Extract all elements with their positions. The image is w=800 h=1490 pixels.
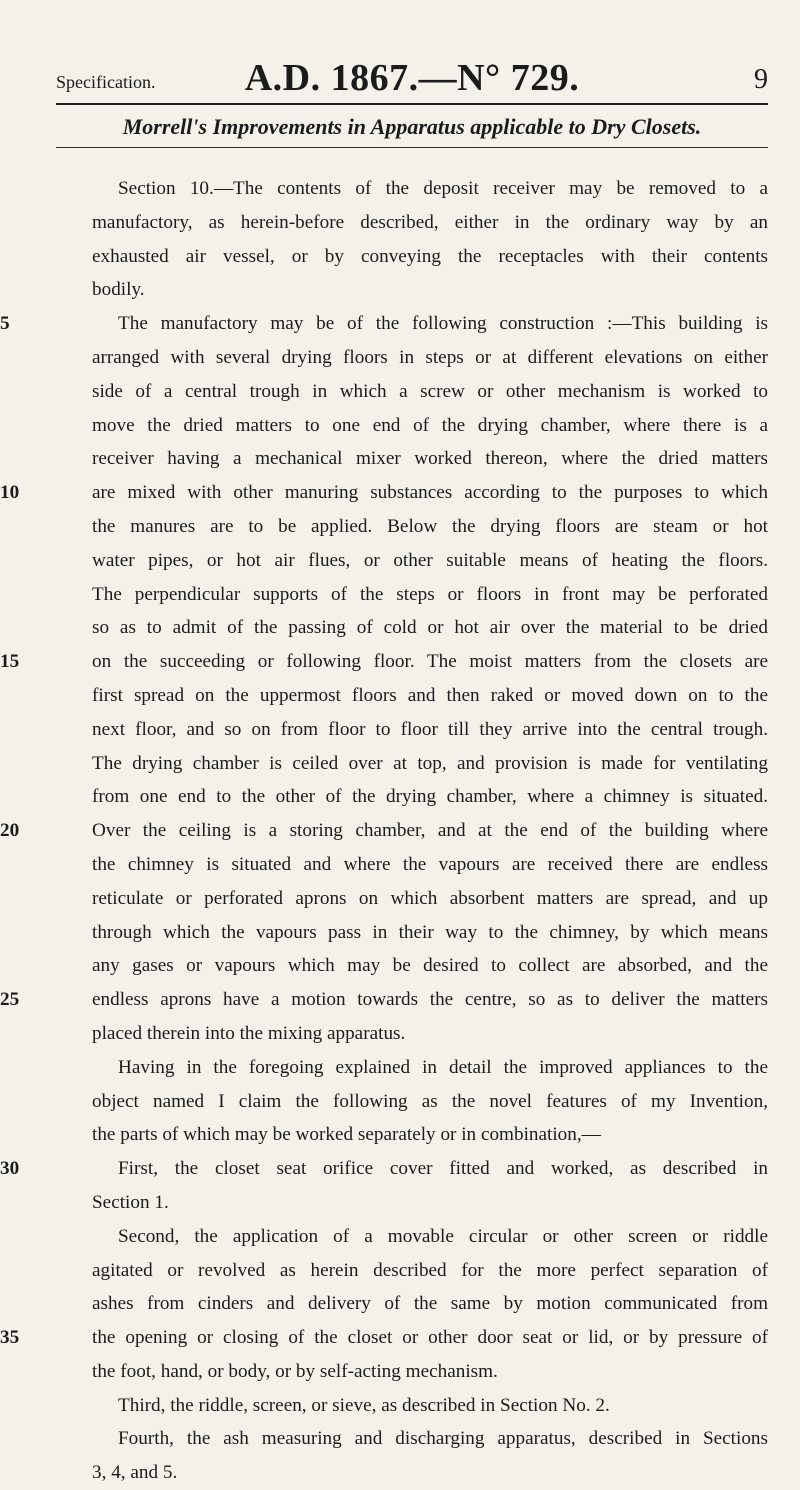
text-line xyxy=(92,409,768,443)
line-text: the manures are to be applied. Below the drying floors are steam or hot xyxy=(92,515,768,537)
document-subtitle: Morrell's Improvements in Apparatus applicable to Dry Closets. xyxy=(122,114,702,139)
text-line xyxy=(92,1389,768,1423)
text-line xyxy=(92,375,768,409)
text-line xyxy=(92,1220,768,1254)
subtitle-rule xyxy=(56,147,768,148)
line-text: through which the vapours pass in their way to the chimney, by which means xyxy=(92,921,768,943)
body-text xyxy=(0,172,768,1490)
line-text: move the dried matters to one end of the drying chamber, where there is a xyxy=(92,414,768,436)
text-line xyxy=(92,1017,768,1051)
line-number: 5 xyxy=(0,313,10,335)
line-text: First, the closet seat orifice cover fitted and worked, as described in xyxy=(118,1158,768,1180)
line-text: water pipes, or hot air flues, or other suitable means of heating the floors. xyxy=(92,549,768,571)
text-line xyxy=(92,578,768,612)
text-line xyxy=(92,1254,768,1288)
header-title: A.D. 1867.—N° 729. xyxy=(244,57,580,99)
line-number: 10 xyxy=(0,482,20,504)
line-text: next floor, and so on from floor to floor till they arrive into the central trough. xyxy=(92,718,768,740)
line-text: Third, the riddle, screen, or sieve, as described in Section No. 2. xyxy=(118,1394,610,1416)
line-text: Having in the foregoing explained in detail the improved appliances to the xyxy=(118,1056,768,1078)
line-text: side of a central trough in which a screw or other mechanism is worked to xyxy=(92,380,768,402)
text-line xyxy=(92,1051,768,1085)
text-line xyxy=(92,1085,768,1119)
line-text: arranged with several drying floors in steps or at different elevations on either xyxy=(92,346,768,368)
text-line xyxy=(92,341,768,375)
text-line xyxy=(92,780,768,814)
line-text: on the succeeding or following floor. The moist matters from the closets are xyxy=(92,651,768,673)
line-text: Second, the application of a movable circular or other screen or riddle xyxy=(118,1225,768,1247)
line-text: The manufactory may be of the following construction :—This building is xyxy=(118,313,768,335)
line-text: Section 10.—The contents of the deposit receiver may be removed to a xyxy=(118,178,768,199)
line-text: agitated or revolved as herein described for the more perfect separation of xyxy=(92,1259,768,1281)
text-line xyxy=(92,544,768,578)
page-header xyxy=(56,50,768,102)
text-line xyxy=(0,1152,768,1186)
line-text: bodily. xyxy=(92,279,145,301)
line-text: ashes from cinders and delivery of the same by motion communicated from xyxy=(92,1293,768,1315)
header-rule xyxy=(56,103,768,105)
line-text: endless aprons have a motion towards the centre, so as to deliver the matters xyxy=(92,989,768,1011)
text-line xyxy=(92,1287,768,1321)
line-text: the opening or closing of the closet or other door seat or lid, or by pressure of xyxy=(92,1327,768,1349)
text-line xyxy=(92,1186,768,1220)
line-text: The perpendicular supports of the steps or floors in front may be perforated xyxy=(92,583,768,605)
line-text: receiver having a mechanical mixer worked thereon, where the dried matters xyxy=(92,448,768,470)
line-text: the chimney is situated and where the vapours are received there are endless xyxy=(92,853,768,875)
text-line xyxy=(92,1118,768,1152)
text-line xyxy=(0,645,768,679)
text-line xyxy=(92,172,768,206)
line-number: 20 xyxy=(0,820,20,842)
text-line xyxy=(92,916,768,950)
line-text: exhausted air vessel, or by conveying the receptacles with their contents xyxy=(92,245,768,267)
text-line xyxy=(0,1321,768,1355)
line-text: Over the ceiling is a storing chamber, and at the end of the building where xyxy=(92,820,768,842)
text-line xyxy=(92,1422,768,1456)
line-text: Fourth, the ash measuring and discharging apparatus, described in Sections xyxy=(118,1428,768,1450)
line-text: object named I claim the following as the novel features of my Invention, xyxy=(92,1090,768,1112)
line-text: from one end to the other of the drying chamber, where a chimney is situated. xyxy=(92,786,768,808)
text-line xyxy=(92,442,768,476)
text-line xyxy=(92,848,768,882)
line-text: 3, 4, and 5. xyxy=(92,1462,178,1484)
text-line xyxy=(92,510,768,544)
text-line xyxy=(92,679,768,713)
line-text: so as to admit of the passing of cold or hot air over the material to be dried xyxy=(92,617,768,639)
line-text: any gases or vapours which may be desired to collect are absorbed, and the xyxy=(92,955,768,977)
line-text: are mixed with other manuring substances according to the purposes to which xyxy=(92,482,768,504)
text-line xyxy=(92,747,768,781)
line-text: the foot, hand, or body, or by self-acting mechanism. xyxy=(92,1360,498,1382)
text-line xyxy=(0,476,768,510)
line-number: 30 xyxy=(0,1158,20,1180)
line-text: Section 1. xyxy=(92,1191,169,1213)
text-line xyxy=(92,1456,768,1490)
line-number: 15 xyxy=(0,651,20,673)
line-text: The drying chamber is ceiled over at top, and provision is made for ventilating xyxy=(92,752,768,774)
text-line xyxy=(0,307,768,341)
line-text: reticulate or perforated aprons on which absorbent matters are spread, and up xyxy=(92,887,768,909)
text-line xyxy=(92,882,768,916)
text-line xyxy=(92,713,768,747)
text-line xyxy=(0,814,768,848)
text-line xyxy=(0,983,768,1017)
text-line xyxy=(92,1355,768,1389)
line-text: first spread on the uppermost floors and then raked or moved down on to the xyxy=(92,684,768,706)
text-line xyxy=(92,611,768,645)
text-line xyxy=(92,206,768,240)
line-number: 35 xyxy=(0,1327,20,1349)
line-text: manufactory, as herein-before described, either in the ordinary way by an xyxy=(92,211,768,233)
text-line xyxy=(92,240,768,274)
line-text: placed therein into the mixing apparatus. xyxy=(92,1022,406,1044)
line-number: 25 xyxy=(0,989,20,1011)
header-label: Specification. xyxy=(56,72,156,92)
text-line xyxy=(92,273,768,307)
line-text: the parts of which may be worked separately or in combination,— xyxy=(92,1124,601,1146)
page-number: 9 xyxy=(754,64,768,95)
text-line xyxy=(92,949,768,983)
